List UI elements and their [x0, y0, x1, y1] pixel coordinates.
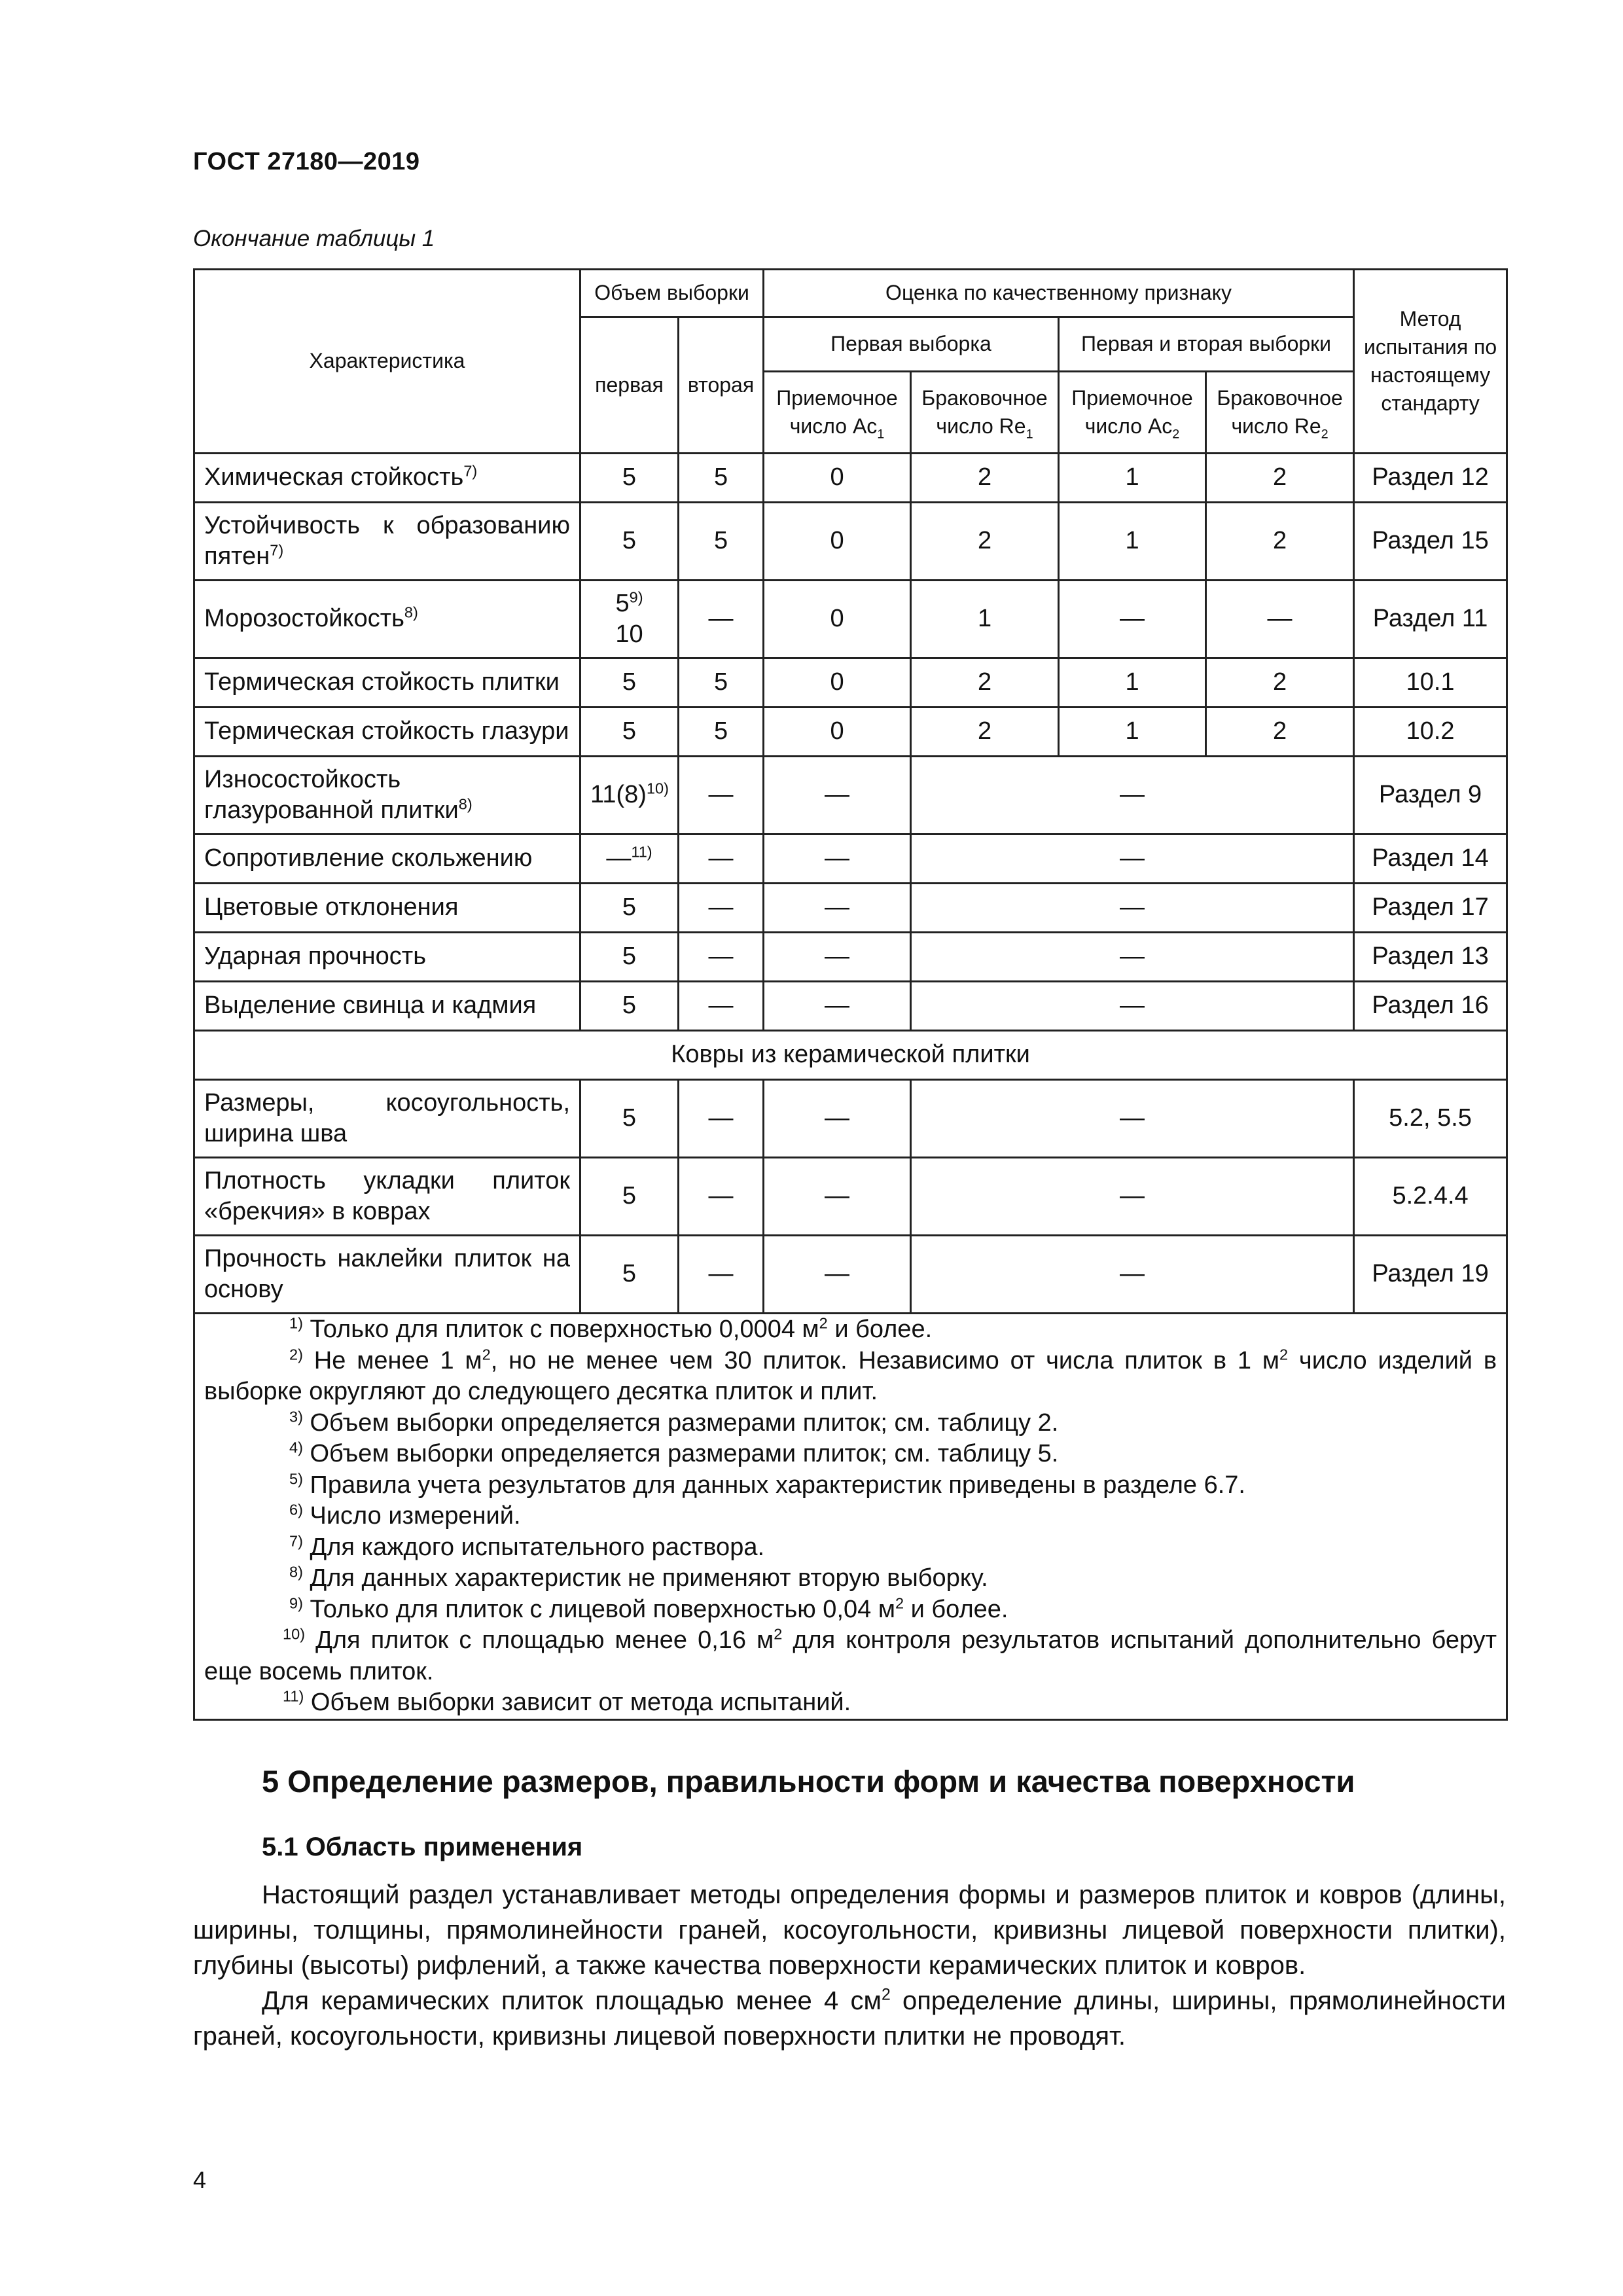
- cell-merged-assessment: —: [911, 1236, 1354, 1314]
- section-carpets-label: Ковры из керамической плитки: [194, 1031, 1507, 1080]
- footnote: $^{11)}$ Объем выборки зависит от метода испытаний.: [283, 1687, 851, 1716]
- cell-ac1: —: [764, 884, 911, 933]
- cell-second: —: [679, 834, 764, 884]
- table-caption: Окончание таблицы 1: [193, 226, 435, 251]
- cell-ac2: 1: [1059, 708, 1206, 757]
- footnote: $^{9)}$ Только для плиток с лицевой поверхностью 0,04 $м^2$ и более.: [289, 1594, 1008, 1623]
- sampling-table: [193, 268, 1508, 1721]
- cell-first: 5: [580, 708, 679, 757]
- cell-merged-assessment: —: [911, 834, 1354, 884]
- cell-method: Раздел 12: [1354, 454, 1507, 503]
- cell-first: 5$^{9)}$ 10: [580, 581, 679, 658]
- table-row: [194, 982, 1507, 1031]
- cell-characteristic: Ударная прочность: [194, 933, 580, 982]
- cell-re2: 2: [1206, 503, 1354, 581]
- table-footnotes: [194, 1314, 1507, 1720]
- cell-ac2: 1: [1059, 658, 1206, 708]
- cell-characteristic: Износостойкость глазурованной плитки$^{8)}$: [194, 757, 580, 834]
- header-characteristic: Характеристика: [194, 270, 580, 454]
- cell-characteristic: Цветовые отклонения: [194, 884, 580, 933]
- cell-ac1: 0: [764, 708, 911, 757]
- cell-merged-assessment: —: [911, 982, 1354, 1031]
- cell-ac2: 1: [1059, 503, 1206, 581]
- cell-re1: 2: [911, 454, 1059, 503]
- table-row: [194, 1158, 1507, 1236]
- footnote: $^{5)}$ Правила учета результатов для данных характеристик приведены в разделе 6.7.: [289, 1469, 1245, 1499]
- cell-first: $11(8)^{10)}$: [580, 757, 679, 834]
- table-row: [194, 933, 1507, 982]
- table-row: [194, 503, 1507, 581]
- cell-second: 5: [679, 454, 764, 503]
- table-header-row: [194, 270, 1507, 317]
- table-row: [194, 708, 1507, 757]
- cell-first: 5: [580, 1158, 679, 1236]
- cell-merged-assessment: —: [911, 933, 1354, 982]
- cell-second: 5: [679, 708, 764, 757]
- header-accept-2: Приемочное число $Ac_2$: [1059, 372, 1206, 454]
- cell-ac1: —: [764, 982, 911, 1031]
- cell-second: —: [679, 1080, 764, 1158]
- footnote: $^{8)}$ Для данных характеристик не применяют вторую выборку.: [289, 1563, 988, 1592]
- cell-second: —: [679, 757, 764, 834]
- cell-ac1: —: [764, 1080, 911, 1158]
- cell-characteristic: Прочность наклейки плиток на основу: [194, 1236, 580, 1314]
- cell-merged-assessment: —: [911, 1080, 1354, 1158]
- cell-method: Раздел 17: [1354, 884, 1507, 933]
- cell-method: Раздел 16: [1354, 982, 1507, 1031]
- page-number: 4: [193, 2166, 207, 2193]
- header-assessment: Оценка по качественному признаку: [764, 270, 1354, 317]
- cell-ac1: —: [764, 1158, 911, 1236]
- cell-re2: 2: [1206, 708, 1354, 757]
- cell-characteristic: Химическая стойкость$^{7)}$: [194, 454, 580, 503]
- cell-first: 5: [580, 454, 679, 503]
- footnote: $^{4)}$ Объем выборки определяется размерами плиток; см. таблицу 5.: [289, 1439, 1059, 1467]
- cell-second: 5: [679, 503, 764, 581]
- cell-second: —: [679, 982, 764, 1031]
- cell-first: 5: [580, 933, 679, 982]
- footnote: $^{7)}$ Для каждого испытательного раствора.: [289, 1532, 765, 1561]
- cell-re1: 2: [911, 503, 1059, 581]
- cell-first: 5: [580, 982, 679, 1031]
- cell-second: —: [679, 1158, 764, 1236]
- cell-second: —: [679, 1236, 764, 1314]
- cell-method: Раздел 13: [1354, 933, 1507, 982]
- cell-merged-assessment: —: [911, 884, 1354, 933]
- table-row: [194, 884, 1507, 933]
- cell-ac1: 0: [764, 503, 911, 581]
- cell-method: Раздел 19: [1354, 1236, 1507, 1314]
- cell-merged-assessment: —: [911, 757, 1354, 834]
- paragraph: Настоящий раздел устанавливает методы определения формы и размеров плиток и ковров (длины, ширины, толщины, прямолинейности граней, косоугольности, кривизны лицевой поверхности плитки), глубины (высоты) рифлений, а также качества поверхности керамических плиток и ковров.: [193, 1880, 1506, 1980]
- header-first-second-samples: Первая и вторая выборки: [1059, 317, 1354, 372]
- cell-ac1: 0: [764, 454, 911, 503]
- cell-characteristic: Плотность укладки плиток «брекчия» в коврах: [194, 1158, 580, 1236]
- table-row: [194, 658, 1507, 708]
- cell-method: 5.2, 5.5: [1354, 1080, 1507, 1158]
- footnote: $^{10)}$ Для плиток с площадью менее 0,16 $м^2$ для контроля результатов испытаний дополнительно берут еще восемь плиток.: [204, 1625, 1497, 1685]
- cell-re1: 2: [911, 658, 1059, 708]
- header-sample-size: Объем выборки: [580, 270, 764, 317]
- footnote: $^{6)}$ Число измерений.: [289, 1501, 521, 1530]
- cell-ac1: —: [764, 834, 911, 884]
- footnote: $^{1)}$ Только для плиток с поверхностью 0,0004 $м^2$ и более.: [289, 1314, 933, 1343]
- section-title: 5 Определение размеров, правильности форм и качества поверхности: [262, 1764, 1355, 1799]
- cell-characteristic: Устойчивость к образованию пятен$^{7)}$: [194, 503, 580, 581]
- cell-second: —: [679, 884, 764, 933]
- table-row: [194, 834, 1507, 884]
- table-row: [194, 454, 1507, 503]
- cell-first: —$^{11)}$: [580, 834, 679, 884]
- cell-characteristic: Термическая стойкость глазури: [194, 708, 580, 757]
- header-first-sample: Первая выборка: [764, 317, 1059, 372]
- cell-method: Раздел 15: [1354, 503, 1507, 581]
- table-row: [194, 757, 1507, 834]
- cell-ac2: 1: [1059, 454, 1206, 503]
- paragraph: Для керамических плиток площадью менее 4 $см^2$ определение длины, ширины, прямолинейности граней, косоугольности, кривизны лицевой поверхности плитки не проводят.: [193, 1986, 1507, 2051]
- cell-first: 5: [580, 1080, 679, 1158]
- cell-ac1: 0: [764, 658, 911, 708]
- cell-ac1: —: [764, 933, 911, 982]
- header-reject-1: Браковочное число $Re_1$: [911, 372, 1059, 454]
- cell-method: Раздел 14: [1354, 834, 1507, 884]
- cell-characteristic: Размеры, косоугольность, ширина шва: [194, 1080, 580, 1158]
- cell-first: 5: [580, 884, 679, 933]
- table-row: [194, 1080, 1507, 1158]
- cell-re1: 1: [911, 581, 1059, 658]
- cell-second: 5: [679, 658, 764, 708]
- footnote: $^{2)}$ Не менее 1 $м^2$, но не менее чем 30 плиток. Независимо от числа плиток в 1 $м^2$ число изделий в выборке округляют до следующего десятка плиток и плит.: [204, 1345, 1497, 1405]
- cell-ac1: —: [764, 1236, 911, 1314]
- cell-re2: 2: [1206, 454, 1354, 503]
- cell-characteristic: Морозостойкость$^{8)}$: [194, 581, 580, 658]
- cell-first: 5: [580, 503, 679, 581]
- header-reject-2: Браковочное число $Re_2$: [1206, 372, 1354, 454]
- cell-method: Раздел 11: [1354, 581, 1507, 658]
- cell-method: 10.1: [1354, 658, 1507, 708]
- cell-second: —: [679, 933, 764, 982]
- cell-first: 5: [580, 1236, 679, 1314]
- cell-re2: 2: [1206, 658, 1354, 708]
- subsection-title: 5.1 Область применения: [262, 1833, 583, 1861]
- table-section-row: [194, 1031, 1507, 1080]
- footnote: $^{3)}$ Объем выборки определяется размерами плиток; см. таблицу 2.: [289, 1407, 1059, 1437]
- table-row: [194, 1236, 1507, 1314]
- table-notes-row: [194, 1314, 1507, 1720]
- cell-second: —: [679, 581, 764, 658]
- cell-characteristic: Сопротивление скольжению: [194, 834, 580, 884]
- cell-ac1: 0: [764, 581, 911, 658]
- cell-characteristic: Выделение свинца и кадмия: [194, 982, 580, 1031]
- cell-method: 10.2: [1354, 708, 1507, 757]
- header-accept-1: Приемочное число $Ac_1$: [764, 372, 911, 454]
- document-header: ГОСТ 27180—2019: [193, 148, 420, 175]
- cell-re1: 2: [911, 708, 1059, 757]
- cell-first: 5: [580, 658, 679, 708]
- cell-ac2: —: [1059, 581, 1206, 658]
- header-method: Метод испытания по настоящему стандарту: [1354, 270, 1507, 454]
- cell-re2: —: [1206, 581, 1354, 658]
- cell-ac1: —: [764, 757, 911, 834]
- cell-characteristic: Термическая стойкость плитки: [194, 658, 580, 708]
- table-row: [194, 581, 1507, 658]
- header-first: первая: [580, 317, 679, 454]
- header-second: вторая: [679, 317, 764, 454]
- cell-merged-assessment: —: [911, 1158, 1354, 1236]
- section-body: [193, 1877, 1506, 2054]
- cell-method: 5.2.4.4: [1354, 1158, 1507, 1236]
- cell-method: Раздел 9: [1354, 757, 1507, 834]
